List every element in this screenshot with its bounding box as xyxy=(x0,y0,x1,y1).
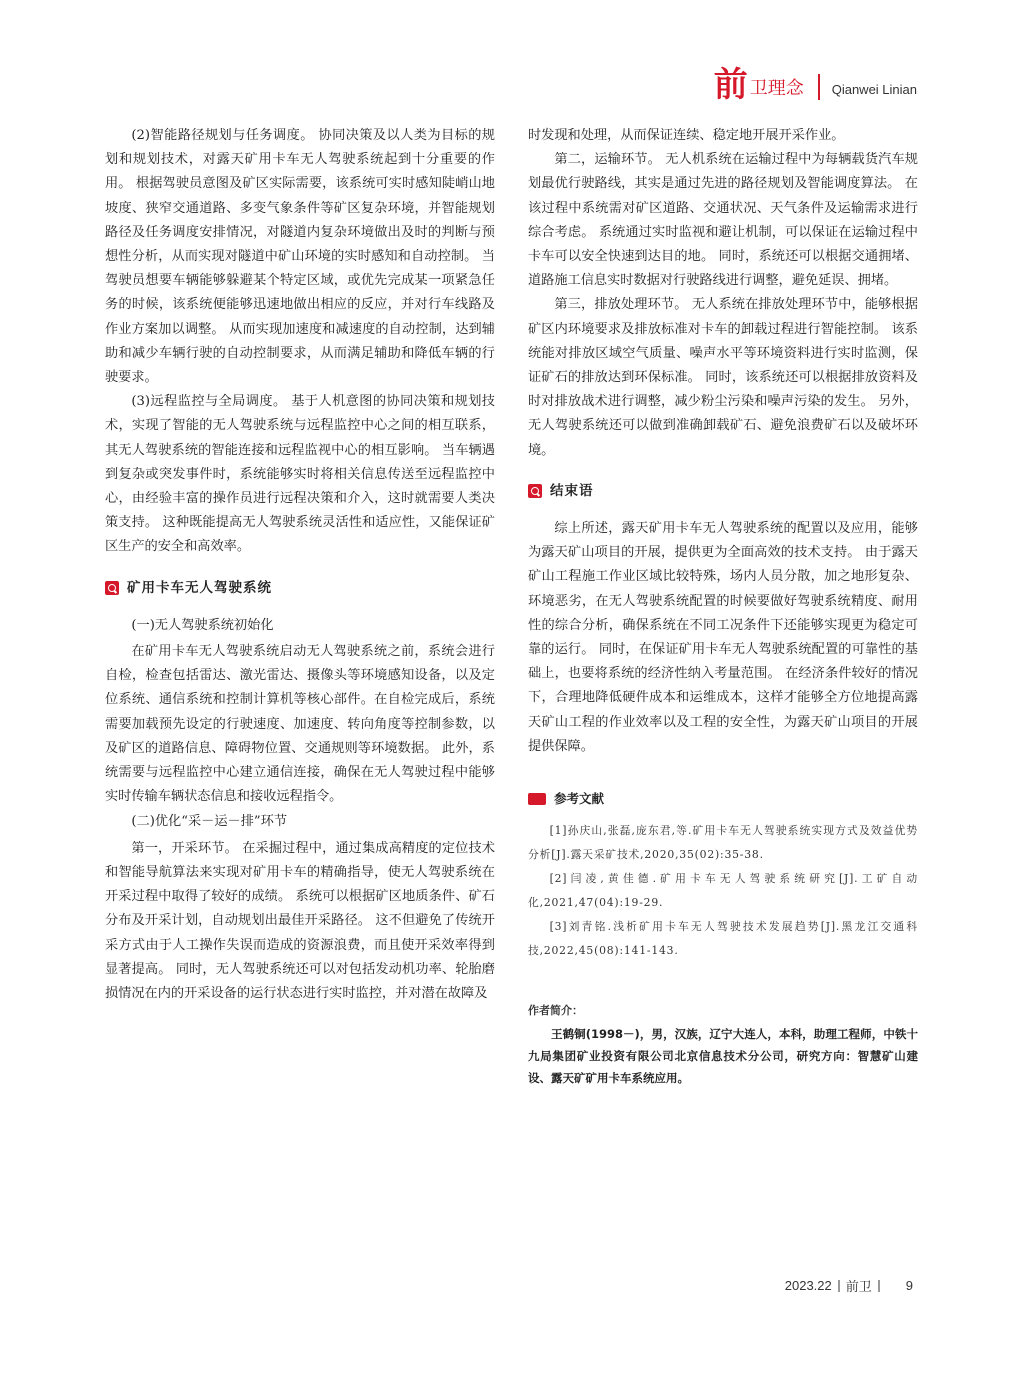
header-divider xyxy=(818,74,820,100)
issue-number: 2023.22 xyxy=(784,1278,832,1293)
paragraph: 综上所述，露天矿用卡车无人驾驶系统的配置以及应用，能够为露天矿山项目的开展，提供更为全面高效的技术支持。 由于露天矿山工程施工作业区域比较特殊，场内人员分散，加之地形复杂、环境恶劣，在无人驾驶系统配置的时候要做好驾驶系统精度、耐用性的综合分析，确保系统在不同工况条件下还能够实现更为稳定可靠的运行。 同时，在保证矿用卡车无人驾驶系统配置的可靠性的基础上，也要将系统的经济性纳入考量范围。 在经济条件较好的情况下，合理地降低硬件成本和运维成本，这样才能够全方位地提高露天矿山工程的作业效率以及工程的安全性，为露天矿山项目的开展提供保障。 xyxy=(528,521,918,754)
column-logo-big: 前 xyxy=(713,65,748,105)
paragraph: (2)智能路径规划与任务调度。 协同决策及以人类为目标的规划和规划技术，对露天矿用卡车无人驾驶系统起到十分重要的作用。 根据驾驶员意图及矿区实际需要，该系统可实时感知陡峭山地坡度、狭窄交通道路、多变气象条件等矿区复杂环境，并智能规划路径及任务调度安排情况，对隧道内复杂环境做出及时的判断与预想性分析，从而实现对隧道中矿山环境的实时感知和自动控制。 当驾驶员想要车辆能够躲避某个特定区域，或优先完成某一项紧急任务的时候，该系统便能够迅速地做出相应的反应，并对行车线路及作业方案加以调整。 从而实现加速度和减速度的自动控制，达到辅助和减少车辆行驶的自动控制要求，从而满足辅助和降低车辆的行驶要求。 xyxy=(105,128,495,386)
search-icon xyxy=(528,484,542,498)
left-column xyxy=(105,124,495,1006)
paragraph: 第一，开采环节。 在采掘过程中，通过集成高精度的定位技术和智能导航算法来实现对矿用卡车的精确指导，使无人驾驶系统在开采过程中取得了较好的成绩。 系统可以根据矿区地质条件、矿石分布及开采计划，自动规划出最佳开采路径。 这不但避免了传统开采方式由于人工操作失误而造成的资源浪费，而且使开采效率得到显著提高。 同时，无人驾驶系统还可以对包括发动机功率、轮胎磨损情况在内的开采设备的运行状态进行实时监控，并对潜在故障及 xyxy=(105,840,495,1001)
paragraph: 在矿用卡车无人驾驶系统启动无人驾驶系统之前，系统会进行自检，检查包括雷达、激光雷达、摄像头等环境感知设备，以及定位系统、通信系统和控制计算机等核心部件。在自检完成后，系统需要加载预先设定的行驶速度、加速度、转向角度等控制参数，以及矿区的道路信息、障碍物位置、交通规则等环境数据。 此外，系统需要与远程监控中心建立通信连接，确保在无人驾驶过程中能够实时传输车辆状态信息和接收远程指令。 xyxy=(105,644,495,805)
section-title: 矿用卡车无人驾驶系统 xyxy=(127,579,272,596)
search-icon xyxy=(105,581,119,595)
section-heading xyxy=(105,576,495,600)
references-heading xyxy=(528,787,918,811)
paragraph: 第三，排放处理环节。 无人系统在排放处理环节中，能够根据矿区内环境要求及排放标准对卡车的卸载过程进行智能控制。 该系统能对排放区域空气质量、噪声水平等环境资料进行实时监测，保证矿石的排放达到环保标准。 同时，该系统还可以根据排放资料及时对排放战术进行调整，减少粉尘污染和噪声污染的发生。 另外，无人驾驶系统还可以做到准确卸载矿石、避免浪费矿石以及破坏环境。 xyxy=(528,297,918,458)
references-list xyxy=(528,819,918,963)
section-title: 结束语 xyxy=(550,482,594,499)
page-footer xyxy=(785,1276,913,1295)
reference-item: [1]孙庆山,张磊,庞东君,等.矿用卡车无人驾驶系统实现方式及效益优势分析[J].露天采矿技术,2020,35(02):35-38. xyxy=(528,824,918,862)
paragraph: (3)远程监控与全局调度。 基于人机意图的协同决策和规划技术，实现了智能的无人驾驶系统与远程监控中心之间的相互联系，其无人驾驶系统的智能连接和远程监视中心的相互影响。 当车辆遇到复杂或突发事件时，系统能够实时将相关信息传送至远程监控中心，由经验丰富的操作员进行远程决策和介入，这时就需要人类决策支持。 这种既能提高无人驾驶系统灵活性和适应性，又能保证矿区生产的安全和高效率。 xyxy=(105,394,495,555)
section-heading xyxy=(528,479,918,503)
paragraph: 第二，运输环节。 无人机系统在运输过程中为每辆载货汽车规划最优行驶路线，其实是通过先进的路径规划及智能调度算法。 在该过程中系统需对矿区道路、交通状况、天气条件及运输需求进行综合考虑。 系统通过实时监视和避让机制，可以保证在运输过程中卡车可以安全快速到达目的地。 同时，系统还可以根据交通拥堵、道路施工信息实时数据对行驶路线进行调整，避免延误、拥堵。 xyxy=(528,152,918,289)
subsection-title: (一)无人驾驶系统初始化 xyxy=(131,617,274,633)
references-title: 参考文献 xyxy=(554,791,605,807)
author-bio: 王鹤铜(1998－)，男，汉族，辽宁大连人，本科，助理工程师，中铁十九局集团矿业投资有限公司北京信息技术分公司，研究方向：智慧矿山建设、露天矿矿用卡车系统应用。 xyxy=(528,1027,918,1086)
author-heading: 作者简介： xyxy=(528,1004,583,1018)
page-number: 9 xyxy=(905,1278,913,1293)
column-logo-small: 卫理念 xyxy=(749,78,804,99)
reference-item: [3]刘青铭.浅析矿用卡车无人驾驶技术发展趋势[J].黑龙江交通科技,2022,45(08):141-143. xyxy=(528,920,918,958)
page-header xyxy=(713,58,917,105)
right-column xyxy=(528,124,918,1089)
footer-divider xyxy=(878,1280,880,1292)
reference-item: [2]闫凌,黄佳德.矿用卡车无人驾驶系统研究[J].工矿自动化,2021,47(04):19-29. xyxy=(528,872,918,910)
journal-name: 前卫 xyxy=(845,1279,872,1294)
subsection-title: (二)优化“采－运－排”环节 xyxy=(131,814,288,830)
paragraph: 时发现和处理，从而保证连续、稳定地开展开采作业。 xyxy=(528,128,845,143)
footer-divider xyxy=(838,1280,840,1292)
book-icon xyxy=(528,793,546,805)
column-logo-latin: Qianwei Linian xyxy=(831,82,917,97)
